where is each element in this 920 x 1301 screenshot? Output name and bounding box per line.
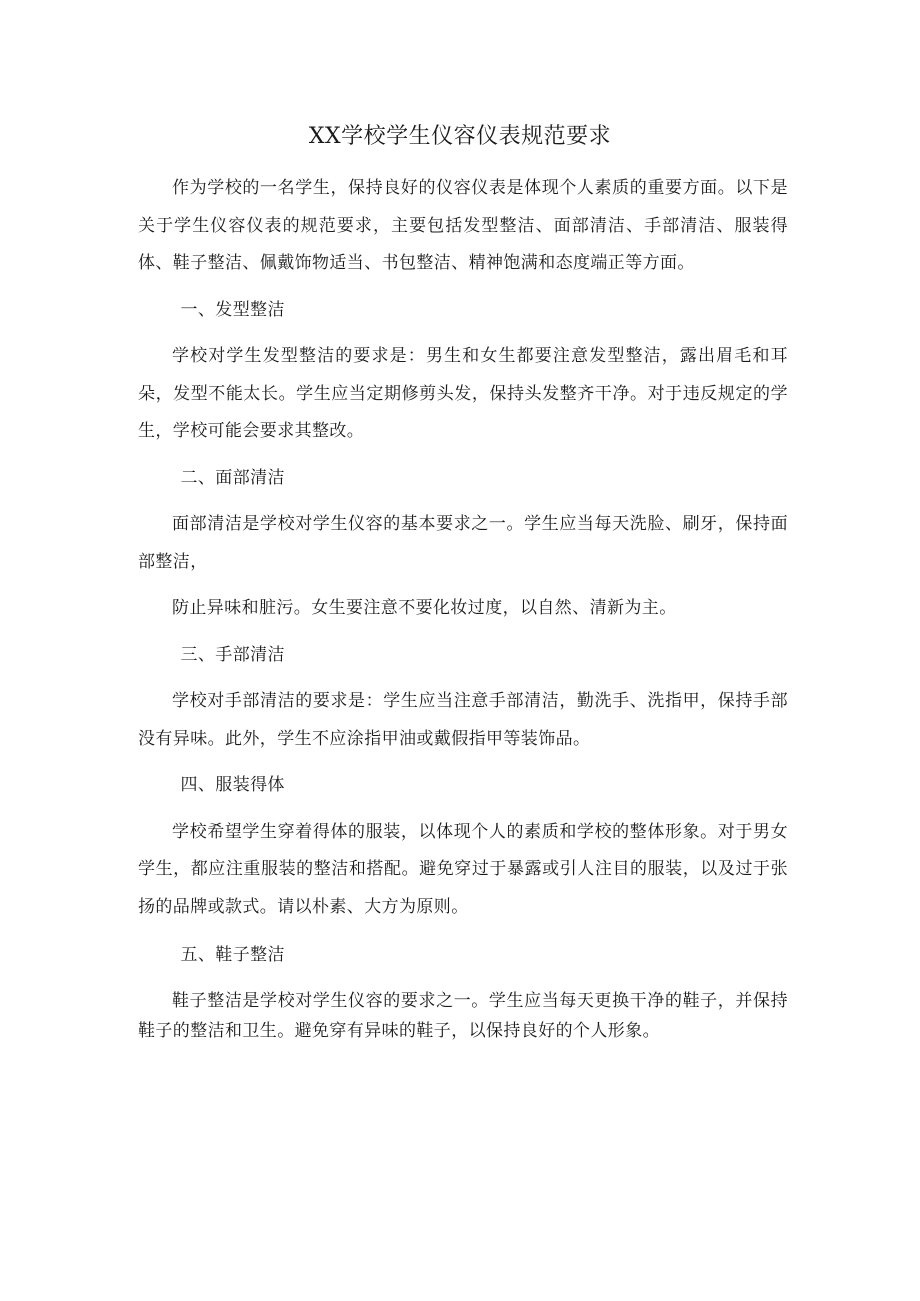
section-paragraph-clothing: 学校希望学生穿着得体的服装，以体现个人的素质和学校的整体形象。对于男女学生，都应注重服装的整洁和搭配。避免穿过于暴露或引人注目的服装，以及过于张扬的品牌或款式。请以朴素、大方为原则。	[138, 821, 788, 917]
section-heading-clothing: 四、服装得体	[180, 775, 285, 795]
section-paragraph-face-continued: 防止异味和脏污。女生要注意不要化妆过度，以自然、清新为主。	[172, 598, 677, 618]
section-heading-hands: 三、手部清洁	[180, 644, 285, 665]
section-heading-face: 二、面部清洁	[180, 467, 285, 488]
section-paragraph-face: 面部清洁是学校对学生仪容的基本要求之一。学生应当每天洗脸、刷牙，保持面部整洁，	[138, 514, 788, 572]
section-paragraph-hands: 学校对手部清洁的要求是：学生应当注意手部清洁，勤洗手、洗指甲，保持手部没有异味。此外，学生不应涂指甲油或戴假指甲等装饰品。	[138, 691, 788, 749]
section-heading-shoes: 五、鞋子整洁	[180, 945, 285, 965]
section-heading-hair: 一、发型整洁	[180, 299, 285, 320]
document-title: XX学校学生仪容仪表规范要求	[308, 124, 612, 149]
document-body	[138, 170, 788, 1046]
intro-paragraph: 作为学校的一名学生，保持良好的仪容仪表是体现个人素质的重要方面。以下是关于学生仪容仪表的规范要求，主要包括发型整洁、面部清洁、手部清洁、服装得体、鞋子整洁、佩戴饰物适当、书包整洁、精神饱满和态度端正等方面。	[138, 178, 788, 273]
section-paragraph-hair: 学校对学生发型整洁的要求是：男生和女生都要注意发型整洁，露出眉毛和耳朵，发型不能太长。学生应当定期修剪头发，保持头发整齐干净。对于违反规定的学生，学校可能会要求其整改。	[138, 346, 788, 441]
section-paragraph-shoes: 鞋子整洁是学校对学生仪容的要求之一。学生应当每天更换干净的鞋子，并保持鞋子的整洁和卫生。避免穿有异味的鞋子，以保持良好的个人形象。	[138, 990, 788, 1041]
